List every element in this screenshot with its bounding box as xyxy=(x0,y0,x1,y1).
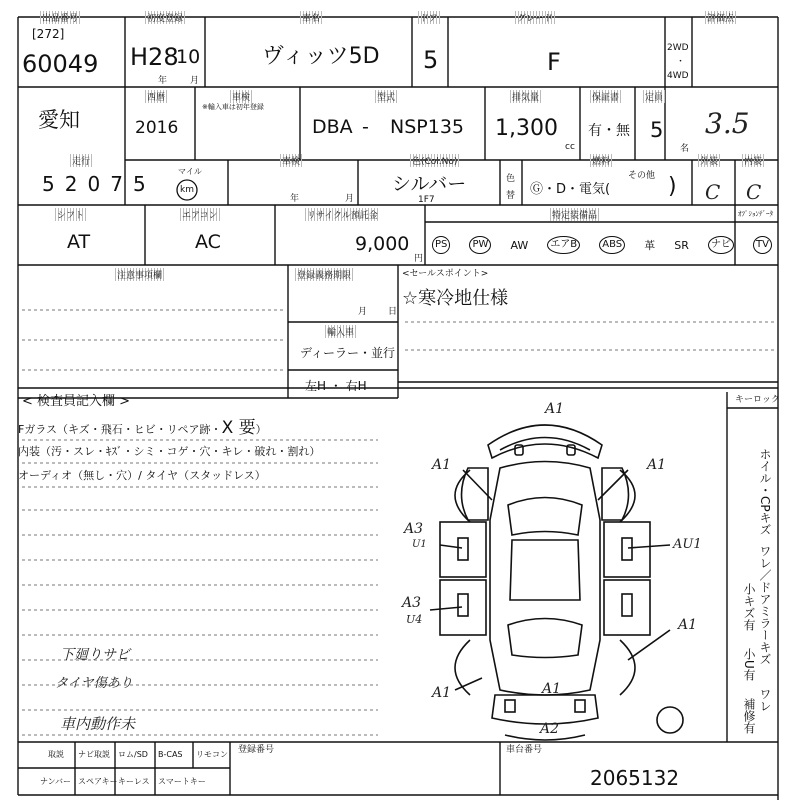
equipment-tv: TV xyxy=(753,236,772,254)
color-label: 色(Col.No) xyxy=(410,154,459,167)
reg-number-label: 登録番号 xyxy=(238,745,275,755)
type-label: 型式 xyxy=(375,90,397,103)
first-reg-era: H28 xyxy=(130,43,179,71)
reg-month-unit: 月 xyxy=(358,307,368,317)
inspector-audio: オーディオ（無し・穴）/ タイヤ（スタッドレス） xyxy=(18,469,266,482)
equipment-aw: AW xyxy=(510,238,529,252)
first-reg-label: 初度登録 xyxy=(145,11,185,24)
year-label: 西暦 xyxy=(145,90,167,103)
grade-value: F xyxy=(547,48,561,76)
damage-mark-left-middle-sub: U1 xyxy=(412,539,427,550)
notes-label: 注意事項欄 xyxy=(115,268,164,281)
footer-item: ナビ取説 xyxy=(78,750,110,759)
exterior-value: C xyxy=(705,180,721,204)
mileage-digit: 5 xyxy=(42,172,55,196)
year-value: 2016 xyxy=(135,118,179,138)
equipment-list xyxy=(432,236,772,254)
damage-mark-top: A1 xyxy=(545,401,565,417)
warranty-value: 有・無 xyxy=(588,123,630,139)
lot-bracket: [272] xyxy=(32,27,65,41)
displacement-label: 排気量 xyxy=(510,90,541,103)
key-lock-label: キーロック xyxy=(735,395,780,405)
damage-mark-left-rear-sub: U4 xyxy=(406,613,423,626)
damage-mark-left-front: A1 xyxy=(432,457,452,473)
mileage-digit: 0 xyxy=(87,172,101,196)
fuel-value: Ⓖ・D・電気( xyxy=(530,182,611,197)
recycle-label: リサイクル預託金 xyxy=(305,208,380,221)
footer-item: ロム/SD xyxy=(118,750,148,759)
first-reg-month: 10 xyxy=(176,46,201,68)
inspector-windshield xyxy=(18,420,267,437)
doors-label: ドア xyxy=(418,11,440,24)
legend-line: ワレ／ドアミラーキズ xyxy=(758,545,772,665)
reg-day-unit: 日 xyxy=(388,307,398,317)
windshield-text: Fガラス（キズ・飛石・ヒビ・リペア跡・ xyxy=(18,423,222,436)
grade-label: グレード xyxy=(515,11,555,24)
inspector-interior: 内装（汚・スレ・ｷｽﾞ・シミ・コゲ・穴・キレ・破れ・割れ） xyxy=(18,445,321,458)
steering-value: 左H ・ 右H xyxy=(305,379,367,393)
legend-line: 小U有 xyxy=(742,648,756,681)
windshield-close: ） xyxy=(255,423,267,436)
drive-4wd: 4WD xyxy=(667,71,689,81)
type-code: NSP135 xyxy=(390,116,464,138)
shaken-note: ※輸入車は初年登録 xyxy=(202,103,264,111)
legend-line: 小キズ有 xyxy=(742,583,756,631)
fuel-label: 燃料 xyxy=(590,154,612,167)
warranty-label: 保証書 xyxy=(590,90,621,103)
equipment-label: 特定装備品 xyxy=(550,208,599,221)
damage-mark-left-middle: A3 xyxy=(404,521,424,537)
ac-value: AC xyxy=(195,231,221,253)
doors-value: 5 xyxy=(423,46,439,74)
footer-item: ナンバー xyxy=(40,777,72,786)
km-label: km xyxy=(180,185,194,195)
drive-2wd: 2WD xyxy=(667,43,689,53)
legend-line: ワレ xyxy=(758,688,772,712)
mile-label: マイル xyxy=(178,167,202,176)
lot-label: 出品番号 xyxy=(40,11,80,24)
color-side-2: 替 xyxy=(506,191,516,201)
footer-item: スペアキー xyxy=(78,777,118,786)
legend-line: 補修有 xyxy=(742,698,756,734)
shift-label: シフト xyxy=(55,208,86,221)
equipment-abs: ABS xyxy=(599,236,625,254)
cc-unit: cc xyxy=(565,142,575,152)
extra-label: ｵﾌﾟｼｮﾝﾃﾞｰﾀ xyxy=(738,210,773,218)
capacity-unit: 名 xyxy=(680,144,690,154)
yen-unit: 円 xyxy=(414,254,424,264)
color-code: 1F7 xyxy=(418,195,435,205)
footer-item: キーレス xyxy=(118,777,150,786)
capacity-label: 定員 xyxy=(643,90,665,103)
shaken-label-row2: 車検 xyxy=(230,90,252,103)
type-prefix: DBA xyxy=(312,116,353,138)
footer-item: リモコン xyxy=(196,750,228,759)
sales-point-value: ☆寒冷地仕様 xyxy=(402,288,509,309)
mileage-digit: 2 xyxy=(64,172,78,196)
damage-mark-right-rear: A1 xyxy=(678,617,698,633)
score-label: 評価点 xyxy=(705,11,736,24)
handwritten-note: 下廻りサビ xyxy=(60,647,130,663)
registration-label: 登録義務期限 xyxy=(295,268,353,281)
fuel-close: ) xyxy=(668,174,677,199)
mileage-digit: 5 xyxy=(132,172,146,196)
windshield-mark: X 要 xyxy=(221,418,256,438)
chassis-label: 車台番号 xyxy=(506,745,543,755)
mileage-label: 走行 xyxy=(70,154,92,167)
ac-label: エアコン xyxy=(180,208,220,221)
shaken-year-unit: 年 xyxy=(290,194,300,204)
chassis-number: 2065132 xyxy=(590,766,680,790)
mileage-digit: 7 xyxy=(110,172,123,196)
color-value: シルバー xyxy=(392,173,467,195)
fuel-other: その他 xyxy=(628,171,656,181)
shaken-label-row3: 車検 xyxy=(280,154,302,167)
inspector-title: < 検査員記入欄 > xyxy=(22,394,131,409)
exterior-label: 外装 xyxy=(698,154,720,167)
damage-mark-right-middle: AU1 xyxy=(673,537,702,552)
month-unit: 月 xyxy=(190,76,200,86)
damage-mark-bottom: A2 xyxy=(540,721,560,737)
model-name: ヴィッツ5D xyxy=(262,44,380,69)
handwritten-note: タイヤ傷あり xyxy=(55,676,133,691)
damage-mark-rear-center: A1 xyxy=(542,681,562,697)
drive-separator: ・ xyxy=(676,57,686,67)
footer-item: スマートキー xyxy=(158,777,206,786)
legend-line: ホイル・CPキズ xyxy=(758,448,772,536)
color-side-1: 色 xyxy=(506,174,516,184)
footer-item: B-CAS xyxy=(158,750,183,759)
recycle-value: 9,000 xyxy=(355,233,410,255)
damage-mark-right-front: A1 xyxy=(647,457,667,473)
mileage-digits xyxy=(42,172,146,196)
equipment-sr: SR xyxy=(674,238,689,252)
damage-mark-left-rear: A3 xyxy=(402,595,422,611)
footer-item: 取説 xyxy=(48,750,64,759)
region-value: 愛知 xyxy=(38,108,80,132)
model-name-label: 車名 xyxy=(300,11,322,24)
equipment-navi: ナビ xyxy=(708,236,734,254)
score-value: 3.5 xyxy=(705,107,750,140)
equipment-pw: PW xyxy=(469,236,491,254)
type-dash: - xyxy=(362,116,369,138)
interior-value: C xyxy=(746,180,762,204)
displacement-value: 1,300 xyxy=(495,116,558,141)
import-dealer: ディーラー・並行 xyxy=(300,346,396,360)
equipment-ps: PS xyxy=(432,236,450,254)
shift-value: AT xyxy=(67,231,91,253)
handwritten-note: 車内動作未 xyxy=(60,715,136,733)
era-year-unit: 年 xyxy=(158,76,168,86)
lot-number: 60049 xyxy=(22,50,99,78)
equipment-leather: 革 xyxy=(644,239,656,252)
import-label: 輸入車 xyxy=(325,325,356,338)
damage-mark-left-bottom: A1 xyxy=(432,685,452,701)
sales-point-label: <セールスポイント> xyxy=(402,269,489,279)
capacity-value: 5 xyxy=(650,118,664,142)
shaken-month-unit: 月 xyxy=(345,194,355,204)
interior-label: 内装 xyxy=(742,154,764,167)
equipment-airbag: エアB xyxy=(547,236,580,254)
